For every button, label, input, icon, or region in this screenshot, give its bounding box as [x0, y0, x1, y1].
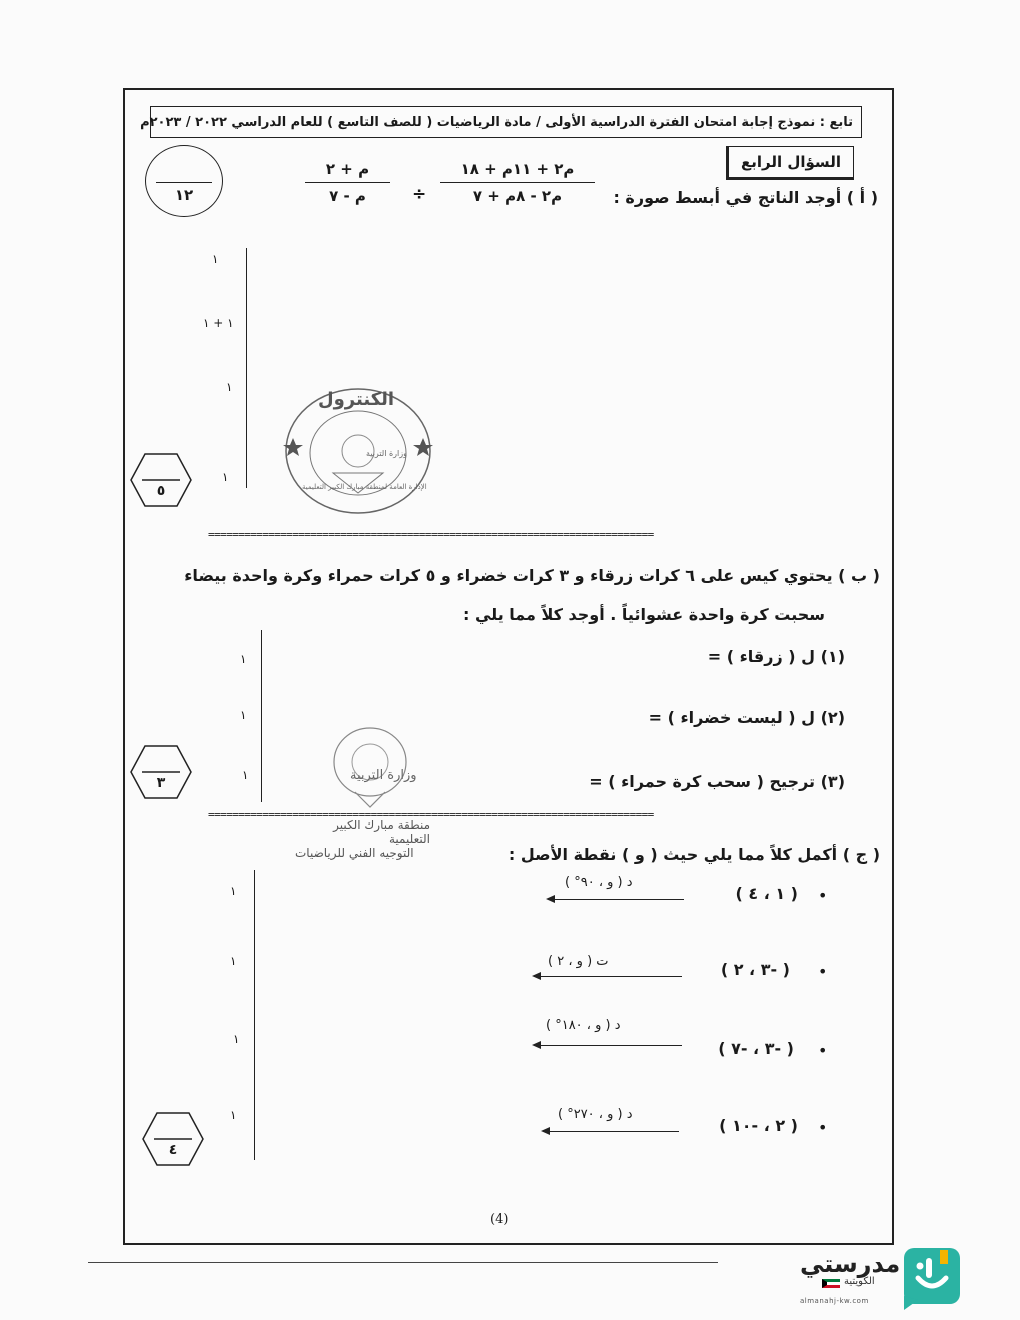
part-c-transform-4: د ( و ، ٢٧٠° ) [558, 1107, 633, 1122]
part-a-mark-line [246, 248, 247, 488]
part-c-mark-2: ١ [230, 954, 237, 968]
part-a-score-hexagon [130, 453, 192, 507]
ministry-stamp [290, 722, 430, 860]
brand-name: مدرستي [800, 1250, 901, 1278]
separator-2: ========================================================================== [208, 808, 654, 821]
part-c-point-2: ( -٣ ، ٢ ) [720, 960, 790, 979]
fraction-2-denominator: م - ٧ [329, 187, 366, 205]
part-a-mark-2: ١ + ١ [203, 316, 234, 330]
part-b-item-1: (١) ل ( زرقاء ) = [707, 647, 845, 666]
part-b-mark-2: ١ [240, 708, 247, 722]
part-c-point-3: ( -٣ ، -٧ ) [718, 1039, 794, 1058]
part-c-score: ٤ [168, 1142, 178, 1158]
stamp2-line-1: وزارة التربية [350, 768, 417, 783]
part-a-prompt: ( أ ) أوجد الناتج في أبسط صورة : [613, 188, 878, 207]
question-title: السؤال الرابع [726, 146, 854, 180]
part-c-mark-3: ١ [233, 1032, 240, 1046]
part-c-prompt: ( ج ) أكمل كلاً مما يلي حيث ( و ) نقطة الأصل : [508, 845, 880, 864]
part-b-mark-line [261, 630, 262, 802]
score-bar [156, 182, 212, 183]
stamp-top-text: الكنترول [318, 389, 395, 410]
stamp-ring-text: الإدارة العامة لمنطقة مبارك الكبير التعليمية [302, 483, 427, 491]
part-c-transform-2: ت ( و ، ٢ ) [548, 954, 609, 969]
fraction-2-numerator: م + ٢ [325, 160, 370, 178]
part-c-bullet-3: • [818, 1041, 828, 1060]
stamp2-line-3: التوجيه الفني للرياضيات [295, 846, 414, 860]
part-b-item-2: (٢) ل ( ليست خضراء ) = [648, 708, 845, 727]
part-c-transform-1: د ( و ، ٩٠° ) [565, 875, 633, 890]
control-stamp [278, 383, 438, 522]
fraction-2-line [305, 182, 390, 183]
brand-sub: الكويتية [844, 1276, 875, 1287]
fraction-1 [440, 160, 595, 205]
part-c-arrow-3 [534, 1045, 682, 1046]
footer-line [88, 1262, 718, 1263]
part-c-mark-4: ١ [230, 1108, 237, 1122]
part-b-score: ٣ [156, 775, 166, 791]
kuwait-flag-icon [822, 1279, 840, 1288]
part-a-mark-3: ١ [226, 380, 233, 394]
part-c-point-4: ( ٢ ، -١٠ ) [719, 1116, 798, 1135]
stamp-inner-text: وزارة التربية [366, 449, 407, 458]
total-score: ١٢ [174, 186, 194, 204]
part-a-score: ٥ [156, 483, 166, 499]
part-a-mark-4: ١ [222, 470, 229, 484]
total-score-circle [145, 145, 223, 217]
part-b-line-2: سحبت كرة واحدة عشوائياً . أوجد كلاً مما يلي : [463, 605, 825, 624]
part-c-bullet-4: • [818, 1118, 828, 1137]
divide-sign: ÷ [412, 184, 427, 204]
part-a-mark-1: ١ [212, 252, 219, 266]
part-c-arrow-1 [548, 899, 684, 900]
fraction-1-numerator: م٢ + ١١م + ١٨ [460, 160, 575, 178]
part-b-mark-3: ١ [242, 768, 249, 782]
part-c-score-hexagon [142, 1112, 204, 1166]
part-c-transform-3: د ( و ، ١٨٠° ) [546, 1018, 621, 1033]
part-c-mark-1: ١ [230, 884, 237, 898]
fraction-2 [305, 160, 390, 205]
part-c-bullet-2: • [818, 962, 828, 981]
part-b-mark-1: ١ [240, 652, 247, 666]
part-c-arrow-2 [534, 976, 682, 977]
separator-1: ========================================================================== [208, 528, 654, 541]
part-c-point-1: ( ١ ، ٤ ) [735, 884, 798, 903]
part-c-arrow-4 [543, 1131, 679, 1132]
madrasati-logo-icon [900, 1246, 964, 1314]
page-frame [123, 88, 894, 1245]
fraction-1-line [440, 182, 595, 183]
part-b-line-1: ( ب ) يحتوي كيس على ٦ كرات زرقاء و ٣ كرات خضراء و ٥ كرات حمراء وكرة واحدة بيضاء [184, 566, 880, 585]
part-c-bullet-1: • [818, 886, 828, 905]
page-number: (4) [490, 1212, 509, 1227]
stamp2-line-2: منطقة مبارك الكبير التعليمية [333, 818, 430, 846]
part-b-item-3: (٣) ترجيح ( سحب كرة حمراء ) = [589, 772, 845, 791]
exam-header: تابع : نموذج إجابة امتحان الفترة الدراسية الأولى / مادة الرياضيات ( للصف التاسع ) للعام الدراسي ٢٠٢٢ / ٢٠٢٣م [150, 106, 862, 138]
part-c-mark-line [254, 870, 255, 1160]
fraction-1-denominator: م٢ - ٨م + ٧ [472, 187, 563, 205]
part-b-score-hexagon [130, 745, 192, 799]
brand-url: almanahj-kw.com [800, 1297, 869, 1305]
